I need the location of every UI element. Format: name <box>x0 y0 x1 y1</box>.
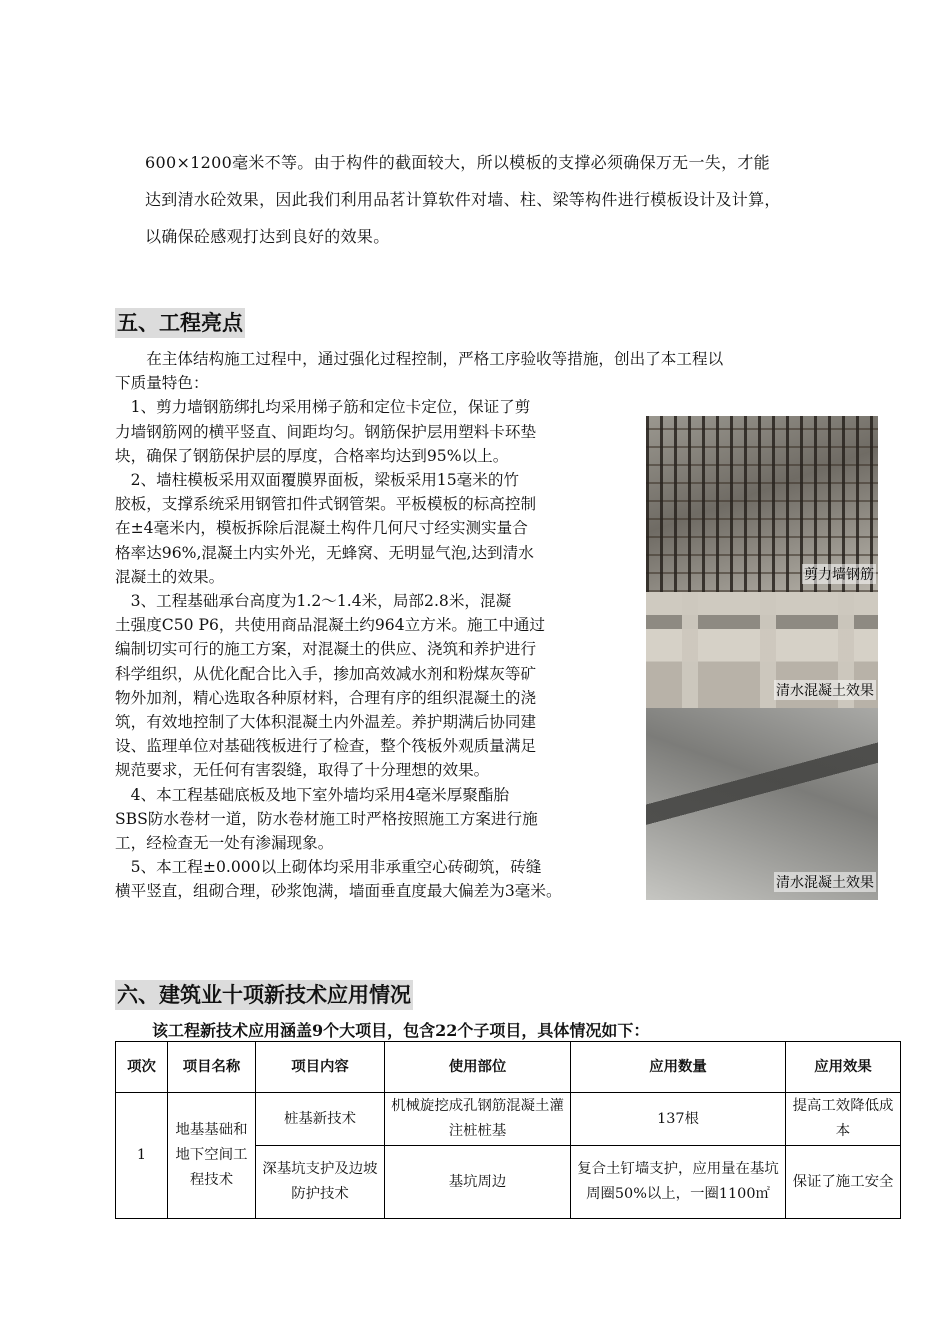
cell-location: 基坑周边 <box>385 1146 571 1219</box>
body-line: 科学组织，从优化配合比入手，掺加高效减水剂和粉煤灰等矿 <box>115 664 537 683</box>
cell-effect: 保证了施工安全 <box>786 1146 901 1219</box>
intro-paragraph <box>145 144 905 255</box>
body-line: 2、墙柱模板采用双面覆膜界面板，梁板采用15毫米的竹 <box>115 471 520 490</box>
header-name: 项目名称 <box>168 1042 256 1093</box>
body-line: 在±4毫米内，模板拆除后混凝土构件几何尺寸经实测实量合 <box>115 519 528 538</box>
body-line: 编制切实可行的施工方案，对混凝土的供应、浇筑和养护进行 <box>115 640 537 659</box>
header-content: 项目内容 <box>256 1042 385 1093</box>
section6-heading: 六、建筑业十项新技术应用情况 <box>115 980 413 1010</box>
body-line: 土强度C50 P6，共使用商品混凝土约964立方米。施工中通过 <box>115 616 545 635</box>
cell-effect: 提高工效降低成本 <box>786 1093 901 1146</box>
cell-location: 机械旋挖成孔钢筋混凝土灌注桩桩基 <box>385 1093 571 1146</box>
photo-caption: 清水混凝土效果 <box>774 680 876 700</box>
body-line: 4、本工程基础底板及地下室外墙均采用4毫米厚聚酯胎 <box>115 785 510 804</box>
photo-fair-faced-concrete <box>646 592 878 708</box>
body-line: 下质量特色： <box>115 374 209 393</box>
photo-caption: 清水混凝土效果 <box>774 872 876 892</box>
cell-quantity: 137根 <box>571 1093 786 1146</box>
photo-shear-wall-rebar <box>646 416 878 592</box>
body-line: 1、剪力墙钢筋绑扎均采用梯子筋和定位卡定位，保证了剪 <box>115 398 531 417</box>
body-line: 格率达96%,混凝土内实外光，无蜂窝、无明显气泡,达到清水 <box>115 543 534 562</box>
body-line: 块，确保了钢筋保护层的厚度，合格率均达到95%以上。 <box>115 446 509 465</box>
body-line: 规范要求，无任何有害裂缝，取得了十分理想的效果。 <box>115 761 490 780</box>
body-line: 在主体结构施工过程中，通过强化过程控制，严格工序验收等措施，创出了本工程以 <box>115 350 724 368</box>
body-line: 力墙钢筋网的横平竖直、间距均匀。钢筋保护层用塑料卡环垫 <box>115 422 537 441</box>
section5-heading: 五、工程亮点 <box>115 308 245 338</box>
new-tech-table <box>115 1041 901 1219</box>
section6-intro: 该工程新技术应用涵盖9个大项目，包含22个子项目，具体情况如下： <box>152 1021 650 1040</box>
body-line: SBS防水卷材一道，防水卷材施工时严格按照施工方案进行施 <box>115 809 538 828</box>
header-index: 项次 <box>116 1042 168 1093</box>
header-effect: 应用效果 <box>786 1042 901 1093</box>
cell-index: 1 <box>116 1093 168 1219</box>
body-line: 设、监理单位对基础筏板进行了检查，整个筏板外观质量满足 <box>115 737 537 756</box>
header-location: 使用部位 <box>385 1042 571 1093</box>
header-quantity: 应用数量 <box>571 1042 786 1093</box>
photo-caption: 剪力墙钢筋 <box>802 564 876 584</box>
photo-fair-faced-concrete-ceiling <box>646 708 878 900</box>
cell-content: 桩基新技术 <box>256 1093 385 1146</box>
intro-line: 达到清水砼效果，因此我们利用品茗计算软件对墙、柱、梁等构件进行模板设计及计算， <box>145 190 781 209</box>
table-header-row <box>116 1042 901 1093</box>
cell-content: 深基坑支护及边坡防护技术 <box>256 1146 385 1219</box>
body-line: 工，经检查无一处有渗漏现象。 <box>115 834 334 853</box>
body-line: 混凝土的效果。 <box>115 567 225 586</box>
cell-quantity: 复合土钉墙支护，应用量在基坑周圈50%以上，一圈1100㎡ <box>571 1146 786 1219</box>
body-line: 物外加剂，精心选取各种原材料，合理有序的组织混凝土的浇 <box>115 688 537 707</box>
table-row <box>116 1093 901 1146</box>
body-line: 横平竖直，组砌合理，砂浆饱满，墙面垂直度最大偏差为3毫米。 <box>115 882 562 901</box>
intro-line: 600×1200毫米不等。由于构件的截面较大，所以模板的支撑必须确保万无一失，才能 <box>145 153 770 172</box>
cell-name: 地基基础和地下空间工程技术 <box>168 1093 256 1219</box>
body-line: 3、工程基础承台高度为1.2～1.4米，局部2.8米，混凝 <box>115 592 512 611</box>
body-line: 筑，有效地控制了大体积混凝土内外温差。养护期满后协同建 <box>115 713 537 732</box>
intro-line: 以确保砼感观打达到良好的效果。 <box>145 227 390 246</box>
body-line: 5、本工程±0.000以上砌体均采用非承重空心砖砌筑，砖缝 <box>115 858 542 877</box>
body-line: 胶板，支撑系统采用钢管扣件式钢管架。平板模板的标高控制 <box>115 495 537 514</box>
